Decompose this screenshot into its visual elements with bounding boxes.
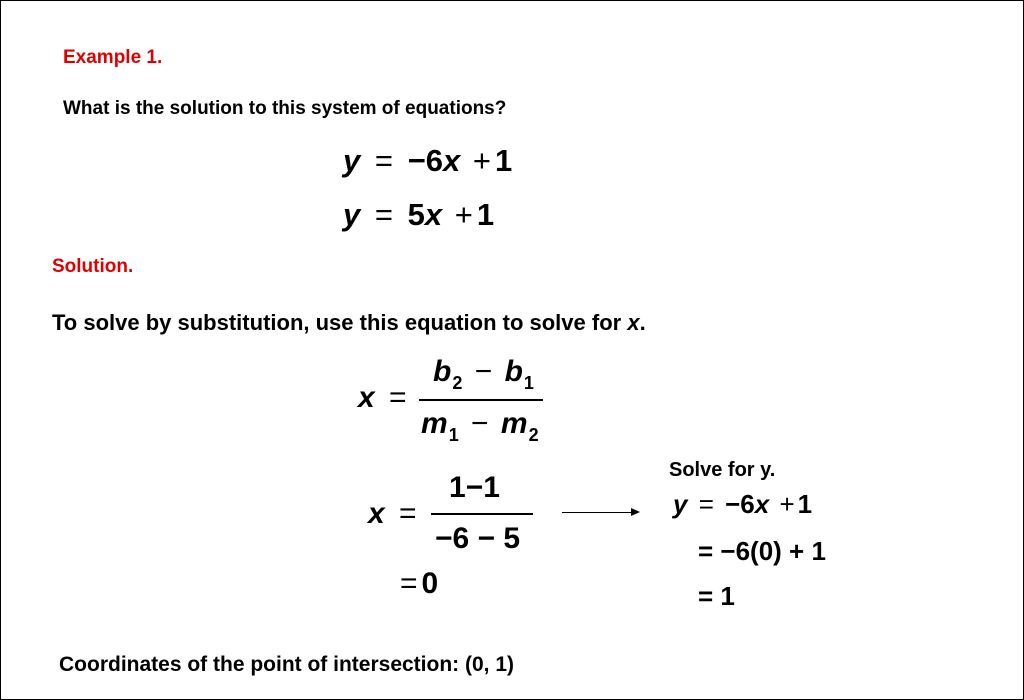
formula-m2-subscript: 2	[528, 425, 539, 446]
solve-y-line-3: = 1	[698, 581, 735, 611]
formula-m1-subscript: 1	[448, 425, 459, 446]
question-text: What is the solution to this system of equations?	[63, 98, 507, 119]
formula-den-minus: −	[471, 407, 489, 440]
eq2-coef: 5	[407, 197, 425, 232]
eq2-lhs: y	[343, 197, 361, 232]
eq1-var: x	[442, 143, 461, 178]
formula-b2: b	[433, 355, 452, 388]
formula-b1: b	[504, 355, 523, 388]
eq1-lhs: y	[343, 143, 361, 178]
instruction-main: To solve by substitution, use this equation to solve for	[52, 310, 628, 335]
eq1-equals: =	[374, 143, 393, 178]
instruction-end: .	[639, 310, 646, 335]
computation-denominator: −6 − 5	[435, 522, 521, 555]
solve-y-plus: +	[779, 489, 795, 519]
eq1-const: 1	[494, 143, 513, 178]
formula-fraction-bar	[419, 399, 543, 401]
formula-equals: =	[389, 381, 407, 414]
formula-b2-subscript: 2	[452, 373, 463, 394]
solve-y-line-1	[673, 489, 812, 520]
formula-m1: m	[421, 407, 448, 440]
computation-lhs	[368, 497, 417, 531]
computation-result	[400, 567, 438, 601]
computation-fraction-bar	[431, 513, 533, 515]
formula-x: x	[358, 381, 375, 414]
result-value: 0	[421, 567, 439, 600]
instruction-var: x	[627, 310, 640, 335]
example-label: Example 1.	[63, 47, 163, 68]
eq2-plus: +	[454, 197, 473, 232]
system-equation-1	[343, 143, 512, 179]
result-equals: =	[400, 567, 418, 600]
solve-y-const: 1	[797, 489, 813, 519]
solve-y-equals: =	[698, 489, 714, 519]
solve-y-var: x	[754, 489, 770, 519]
computation-equals: =	[399, 497, 417, 530]
computation-x: x	[368, 497, 385, 530]
instruction-text	[52, 310, 646, 336]
eq2-var: x	[424, 197, 443, 232]
eq1-plus: +	[472, 143, 491, 178]
solve-y-label: Solve for y.	[669, 459, 776, 481]
formula-lhs	[358, 381, 407, 415]
solve-y-lhs: y	[673, 489, 688, 519]
conclusion-text: Coordinates of the point of intersection: (0, 1)	[59, 653, 515, 676]
arrow-line	[562, 512, 634, 513]
solve-y-line-2: = −6(0) + 1	[698, 536, 826, 566]
eq2-equals: =	[374, 197, 393, 232]
formula-b1-subscript: 1	[523, 373, 534, 394]
eq2-const: 1	[476, 197, 495, 232]
solve-y-coef: −6	[725, 489, 755, 519]
eq1-coef: −6	[407, 143, 443, 178]
formula-m2: m	[500, 407, 528, 440]
system-equation-2	[343, 197, 494, 233]
arrow-right-icon	[631, 508, 640, 516]
computation-numerator: 1−1	[449, 471, 500, 504]
formula-denominator	[421, 407, 539, 446]
formula-num-minus: −	[474, 355, 493, 388]
solution-label: Solution.	[52, 256, 134, 277]
formula-numerator	[433, 355, 534, 394]
